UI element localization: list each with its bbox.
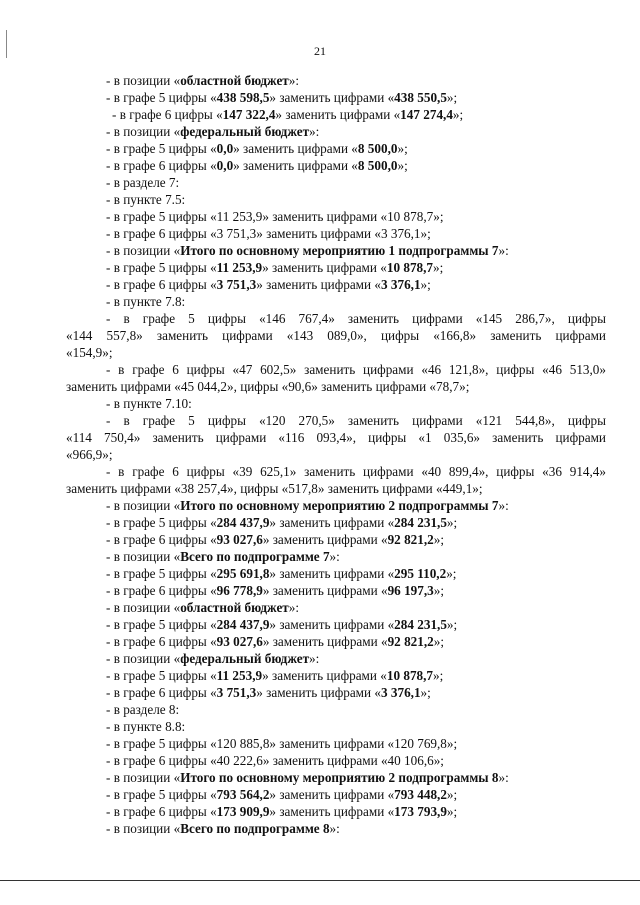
bold-text: Итого по основному мероприятию 2 подпрограммы 8 (180, 770, 499, 785)
text-segment: - в позиции « (106, 600, 181, 615)
text-segment: »; (433, 260, 444, 275)
text-line (66, 395, 606, 412)
bold-text: 793 564,2 (216, 787, 270, 802)
text-segment: » заменить цифрами « (262, 634, 388, 649)
text-segment: - в графе 6 цифры «39 625,1» заменить цифрами «40 899,4», цифры «36 914,4» (106, 464, 606, 479)
text-segment: »; (397, 141, 408, 156)
bold-text: Всего по подпрограмме 7 (180, 549, 330, 564)
text-line (66, 548, 606, 565)
bold-text: 93 027,6 (216, 634, 263, 649)
bold-text: 8 500,0 (357, 158, 398, 173)
text-segment: - в графе 5 цифры «120 885,8» заменить цифрами «120 769,8»; (106, 736, 458, 751)
text-segment: »; (446, 787, 458, 802)
text-segment: «966,9»; (66, 447, 113, 462)
text-segment: » заменить цифрами « (269, 515, 395, 530)
text-line (66, 735, 606, 752)
bold-text: 11 253,9 (216, 668, 263, 683)
bold-text: 147 322,4 (222, 107, 276, 122)
text-segment: - в графе 6 цифры « (106, 583, 217, 598)
bold-text: областной бюджет (180, 600, 289, 615)
text-line (66, 667, 606, 684)
text-segment: » заменить цифрами « (233, 141, 358, 156)
bold-text: 8 500,0 (357, 141, 398, 156)
text-segment: »; (433, 583, 444, 598)
bold-text: 3 751,3 (216, 277, 257, 292)
bold-text: Всего по подпрограмме 8 (180, 821, 330, 836)
text-segment: - в позиции « (106, 243, 181, 258)
text-segment: » заменить цифрами « (256, 277, 381, 292)
bold-text: 438 598,5 (216, 90, 270, 105)
bold-text: 11 253,9 (216, 260, 263, 275)
bold-text: 92 821,2 (387, 532, 434, 547)
bold-text: 96 778,9 (216, 583, 263, 598)
text-segment: »; (433, 668, 444, 683)
text-segment: » заменить цифрами « (262, 583, 388, 598)
text-segment: - в графе 5 цифры «146 767,4» заменить цифрами «145 286,7», цифры (106, 311, 606, 326)
text-segment: »: (288, 73, 300, 88)
bold-text: 3 376,1 (380, 277, 421, 292)
text-line (66, 446, 606, 463)
text-line (66, 684, 606, 701)
text-line (66, 752, 606, 769)
text-line (66, 514, 606, 531)
bold-text: 10 878,7 (386, 668, 434, 683)
bold-text: 0,0 (216, 158, 234, 173)
text-segment: - в графе 5 цифры « (106, 515, 217, 530)
bold-text: 3 376,1 (380, 685, 421, 700)
text-segment: » заменить цифрами « (269, 804, 395, 819)
text-segment: »: (498, 770, 509, 785)
bold-text: 438 550,5 (394, 90, 447, 105)
text-segment: - в графе 5 цифры « (106, 787, 217, 802)
text-line (66, 361, 606, 378)
text-line (66, 344, 606, 361)
bold-text: 284 437,9 (216, 617, 270, 632)
text-segment: »: (498, 498, 509, 513)
text-segment: »; (420, 277, 431, 292)
bold-text: Итого по основному мероприятию 1 подпрограммы 7 (180, 243, 499, 258)
text-segment: »: (309, 124, 320, 139)
text-line (66, 123, 606, 140)
text-line (66, 820, 606, 837)
text-line (66, 140, 606, 157)
text-segment: заменить цифрами «45 044,2», цифры «90,6» заменить цифрами «78,7»; (66, 379, 470, 394)
text-segment: - в позиции « (106, 498, 181, 513)
text-line (66, 650, 606, 667)
text-segment: - в графе 6 цифры « (106, 634, 217, 649)
bold-text: 96 197,3 (387, 583, 434, 598)
text-segment: - в позиции « (106, 549, 181, 564)
text-segment: - в пункте 7.5: (106, 192, 186, 207)
text-segment: » заменить цифрами « (256, 685, 381, 700)
text-segment: - в графе 5 цифры « (106, 141, 217, 156)
text-segment: - в графе 6 цифры « (112, 107, 223, 122)
text-segment: заменить цифрами «38 257,4», цифры «517,8» заменить цифрами «449,1»; (66, 481, 483, 496)
text-segment: »; (446, 804, 458, 819)
bold-text: 10 878,7 (386, 260, 434, 275)
text-segment: » заменить цифрами « (275, 107, 401, 122)
text-segment: »; (433, 634, 444, 649)
text-line (66, 718, 606, 735)
bold-text: областной бюджет (180, 73, 289, 88)
text-line (66, 599, 606, 616)
text-line (66, 310, 606, 327)
bold-text: 295 691,8 (216, 566, 270, 581)
text-line (66, 157, 606, 174)
text-segment: »: (498, 243, 509, 258)
text-line (66, 293, 606, 310)
text-line (66, 701, 606, 718)
text-segment: - в графе 6 цифры «3 751,3» заменить цифрами «3 376,1»; (106, 226, 431, 241)
bold-text: 3 751,3 (216, 685, 257, 700)
text-segment: - в позиции « (106, 770, 181, 785)
text-line (66, 616, 606, 633)
text-line (66, 633, 606, 650)
bold-text: 284 437,9 (216, 515, 270, 530)
text-segment: «144 557,8» заменить цифрами «143 089,0», цифры «166,8» заменить цифрами (66, 328, 606, 343)
text-line (66, 174, 606, 191)
text-segment: - в позиции « (106, 73, 181, 88)
text-line (66, 582, 606, 599)
text-segment: » заменить цифрами « (262, 532, 388, 547)
text-segment: - в пункте 8.8: (106, 719, 186, 734)
text-line (66, 769, 606, 786)
text-segment: » заменить цифрами « (233, 158, 358, 173)
text-segment: »: (329, 821, 340, 836)
bold-text: 0,0 (216, 141, 234, 156)
text-segment: - в графе 5 цифры « (106, 617, 217, 632)
text-segment: - в графе 5 цифры «120 270,5» заменить цифрами «121 544,8», цифры (106, 413, 606, 428)
text-line (66, 786, 606, 803)
text-segment: - в графе 6 цифры «47 602,5» заменить цифрами «46 121,8», цифры «46 513,0» (106, 362, 606, 377)
text-segment: - в позиции « (106, 651, 181, 666)
text-segment: »; (446, 566, 457, 581)
text-segment: «154,9»; (66, 345, 113, 360)
text-segment: - в разделе 8: (106, 702, 180, 717)
text-segment: » заменить цифрами « (262, 668, 387, 683)
text-segment: »: (329, 549, 340, 564)
text-segment: - в графе 6 цифры « (106, 158, 217, 173)
text-segment: » заменить цифрами « (262, 260, 387, 275)
text-line (66, 242, 606, 259)
text-line (66, 412, 606, 429)
bold-text: 793 448,2 (394, 787, 447, 802)
bold-text: 173 793,9 (394, 804, 447, 819)
text-line (66, 72, 606, 89)
text-line (66, 463, 606, 480)
text-line (66, 259, 606, 276)
text-segment: - в графе 5 цифры « (106, 566, 217, 581)
text-segment: » заменить цифрами « (269, 617, 395, 632)
text-line (66, 106, 606, 123)
text-segment: - в позиции « (106, 821, 181, 836)
bold-text: федеральный бюджет (180, 124, 310, 139)
bottom-edge-line (0, 880, 640, 881)
text-segment: - в графе 5 цифры « (106, 668, 217, 683)
text-segment: - в графе 5 цифры « (106, 260, 217, 275)
bold-text: 92 821,2 (387, 634, 434, 649)
text-segment: - в пункте 7.8: (106, 294, 186, 309)
text-segment: »: (288, 600, 300, 615)
text-line (66, 480, 606, 497)
text-segment: - в пункте 7.10: (106, 396, 192, 411)
bold-text: 295 110,2 (394, 566, 447, 581)
text-line (66, 327, 606, 344)
text-segment: - в графе 6 цифры «40 222,6» заменить цифрами «40 106,6»; (106, 753, 444, 768)
bold-text: 284 231,5 (394, 515, 447, 530)
text-segment: »: (309, 651, 320, 666)
text-line (66, 89, 606, 106)
text-line (66, 429, 606, 446)
bold-text: федеральный бюджет (180, 651, 310, 666)
text-line (66, 276, 606, 293)
text-line (66, 191, 606, 208)
text-line (66, 497, 606, 514)
text-segment: - в графе 6 цифры « (106, 277, 217, 292)
bold-text: 93 027,6 (216, 532, 263, 547)
text-segment: - в позиции « (106, 124, 181, 139)
text-segment: »; (433, 532, 444, 547)
text-line (66, 208, 606, 225)
text-segment: - в графе 6 цифры « (106, 532, 217, 547)
page-number: 21 (314, 44, 326, 58)
text-line (66, 565, 606, 582)
text-segment: »; (452, 107, 464, 122)
text-segment: - в разделе 7: (106, 175, 180, 190)
text-segment: - в графе 5 цифры « (106, 90, 217, 105)
text-line (66, 225, 606, 242)
text-line (66, 531, 606, 548)
text-segment: «114 750,4» заменить цифрами «116 093,4», цифры «1 035,6» заменить цифрами (66, 430, 606, 445)
text-segment: »; (446, 90, 458, 105)
text-segment: - в графе 5 цифры «11 253,9» заменить цифрами «10 878,7»; (106, 209, 444, 224)
text-segment: - в графе 6 цифры « (106, 685, 217, 700)
text-segment: » заменить цифрами « (269, 566, 395, 581)
bold-text: 147 274,4 (400, 107, 453, 122)
text-line (66, 803, 606, 820)
bold-text: 284 231,5 (394, 617, 447, 632)
text-line (66, 378, 606, 395)
text-segment: »; (397, 158, 408, 173)
text-segment: » заменить цифрами « (269, 90, 395, 105)
document-body (66, 72, 606, 837)
bold-text: 173 909,9 (216, 804, 270, 819)
text-segment: » заменить цифрами « (269, 787, 395, 802)
text-segment: - в графе 6 цифры « (106, 804, 217, 819)
text-segment: »; (446, 515, 458, 530)
text-segment: »; (446, 617, 458, 632)
text-segment: »; (420, 685, 431, 700)
bold-text: Итого по основному мероприятию 2 подпрограммы 7 (180, 498, 499, 513)
